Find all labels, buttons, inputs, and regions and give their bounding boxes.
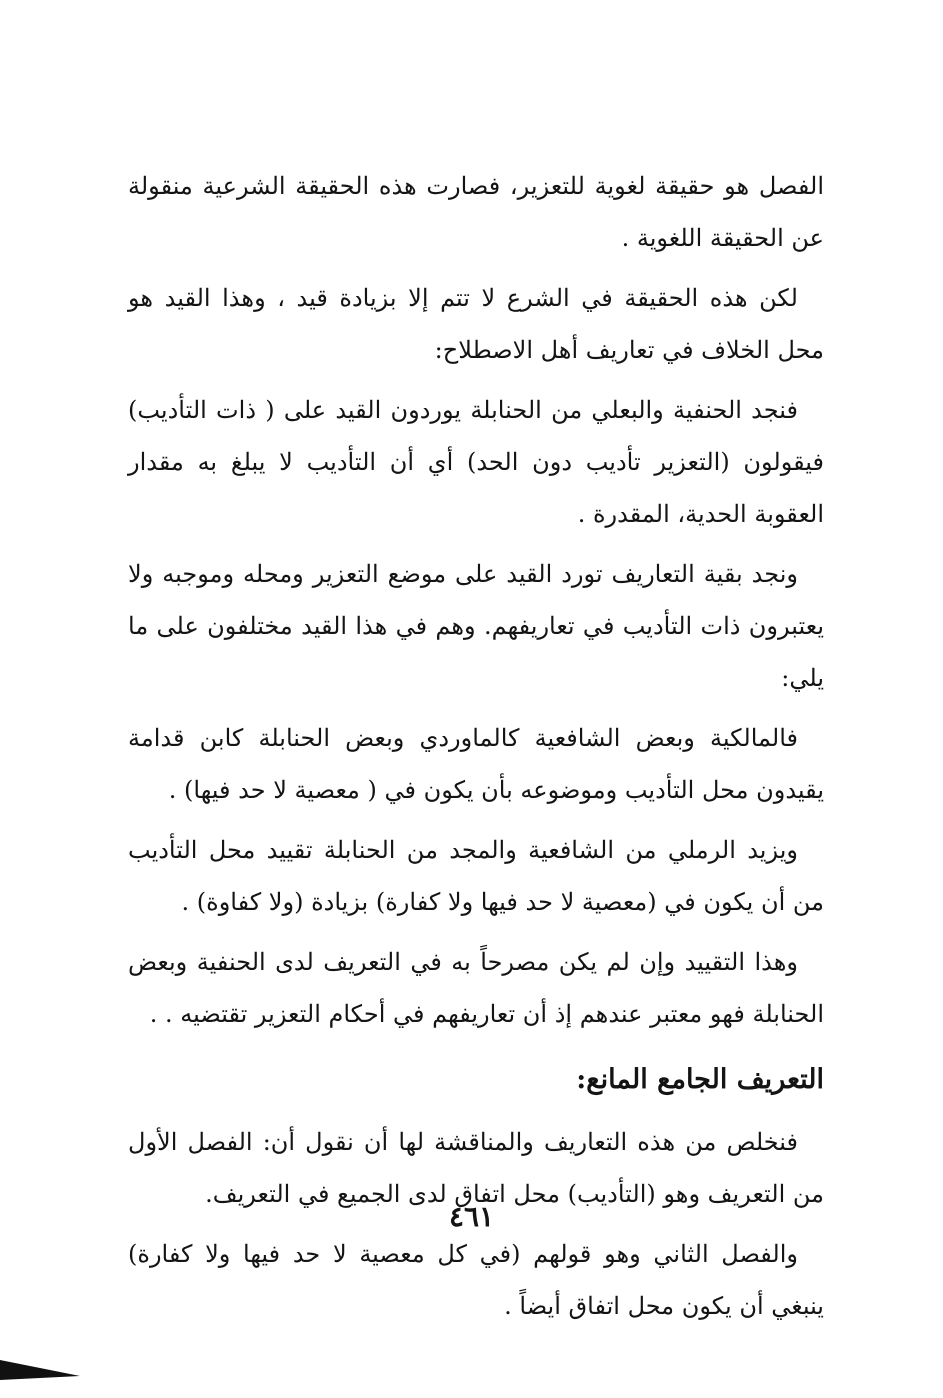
paragraph-3: فنجد الحنفية والبعلي من الحنابلة يوردون القيد على ( ذات التأديب) فيقولون (التعزير تأديب دون الحد) أي أن التأديب لا يبلغ به مقدار العقوبة الحدية، المقدرة . [128, 396, 824, 528]
paragraph-9: والفصل الثاني وهو قولهم (في كل معصية لا حد فيها ولا كفارة) ينبغي أن يكون محل اتفاق أيضاً . [128, 1240, 824, 1320]
paragraph-7: وهذا التقييد وإن لم يكن مصرحاً به في التعريف لدى الحنفية وبعض الحنابلة فهو معتبر عندهم إذ أن تعاريفهم في أحكام التعزير تقتضيه . . [128, 948, 824, 1028]
paragraph-6: ويزيد الرملي من الشافعية والمجد من الحنابلة تقييد محل التأديب من أن يكون في (معصية لا حد فيها ولا كفارة) بزيادة (ولا كفاوة) . [128, 836, 824, 916]
paragraph-4: ونجد بقية التعاريف تورد القيد على موضع التعزير ومحله وموجبه ولا يعتبرون ذات التأديب في تعاريفهم. وهم في هذا القيد مختلفون على ما يلي: [128, 560, 824, 692]
paragraph-1: الفصل هو حقيقة لغوية للتعزير، فصارت هذه الحقيقة الشرعية منقولة عن الحقيقة اللغوية . [128, 172, 824, 252]
page-number: ٤٦١ [448, 1200, 495, 1233]
scan-edge-mark [0, 1356, 80, 1380]
page-body [128, 160, 824, 1340]
paragraph-2: لكن هذه الحقيقة في الشرع لا تتم إلا بزيادة قيد ، وهذا القيد هو محل الخلاف في تعاريف أهل الاصطلاح: [128, 284, 824, 364]
paragraph-5: فالمالكية وبعض الشافعية كالماوردي وبعض الحنابلة كابن قدامة يقيدون محل التأديب وموضوعه بأن يكون في ( معصية لا حد فيها) . [128, 724, 824, 804]
paragraph-8: فنخلص من هذه التعاريف والمناقشة لها أن نقول أن: الفصل الأول من التعريف وهو (التأديب) محل اتفاق لدى الجميع في التعريف. [128, 1128, 824, 1208]
section-heading: التعريف الجامع المانع: [576, 1064, 824, 1095]
